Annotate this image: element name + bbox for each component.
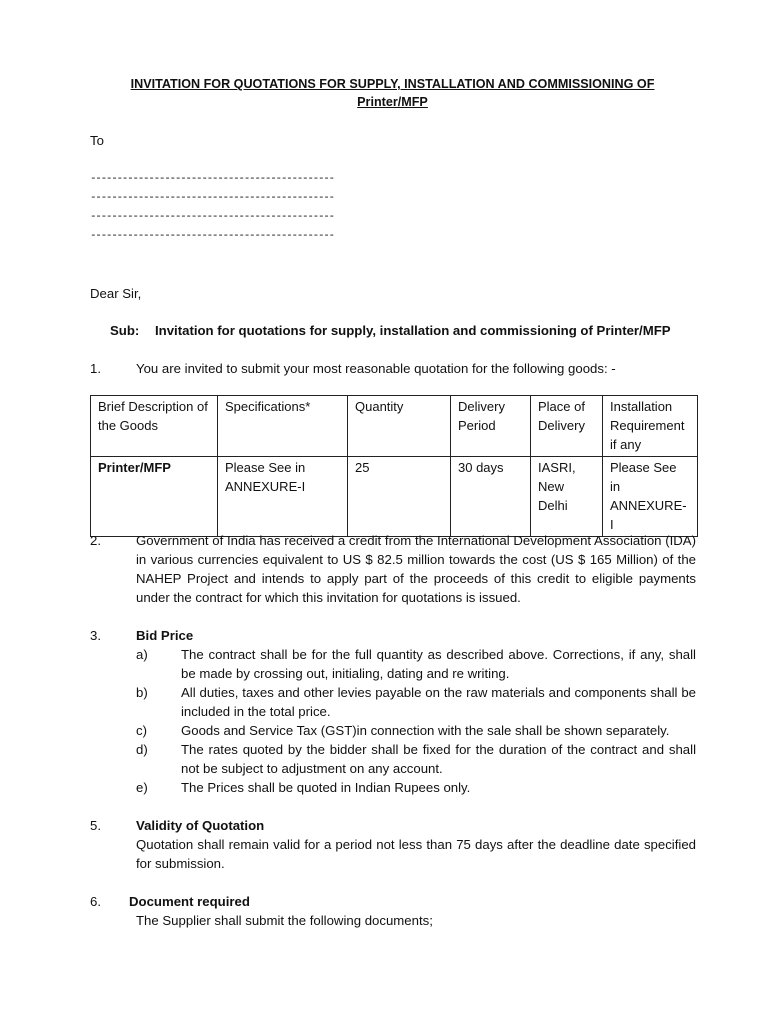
goods-table [90,395,698,537]
item-2-number: 2. [90,533,101,548]
subject-text: Invitation for quotations for supply, installation and commissioning of Printer/MFP [155,323,671,338]
item-2-text: Government of India has received a credit from the International Development Association (IDA) in various currencies equivalent to US $ 82.5 million towards the cost (US $ 165 Million) of the NAHEP Project and intends to apply part of the proceeds of this credit to eligible payments under the contract for which this invitation for quotations is issued. [136,533,696,605]
to-label: To [90,133,104,148]
table-cell: IASRI, New Delhi [531,457,603,537]
subitem-label: b) [136,685,148,700]
subitem-label: e) [136,780,148,795]
item-1-text: You are invited to submit your most reasonable quotation for the following goods: - [136,361,616,376]
address-line: ---------------------------------------------- [90,211,334,223]
subitem-text: Goods and Service Tax (GST)in connection with the sale shall be shown separately. [181,723,670,738]
table-header-row [91,396,698,457]
subitem-label: a) [136,647,148,662]
address-line: ---------------------------------------------- [90,192,334,204]
subitem-text: The Prices shall be quoted in Indian Rupees only. [181,780,471,795]
salutation: Dear Sir, [90,286,142,301]
header-cell: Place of Delivery [531,396,603,457]
subitem-label: c) [136,723,147,738]
subitem-label: d) [136,742,148,757]
item-5-number: 5. [90,818,101,833]
item-6-heading: Document required [129,894,250,909]
item-5-text: Quotation shall remain valid for a period not less than 75 days after the deadline date specified for submission. [136,837,696,871]
header-cell: Specifications* [218,396,348,457]
item-1-number: 1. [90,361,101,376]
address-line: ---------------------------------------------- [90,173,334,185]
header-cell: Delivery Period [451,396,531,457]
table-cell: 30 days [451,457,531,537]
title-line-2: Printer/MFP [357,95,428,109]
item-6-text: The Supplier shall submit the following documents; [136,913,433,928]
subitem-text: The rates quoted by the bidder shall be fixed for the duration of the contract and shall not be subject to adjustment on any account. [181,742,696,776]
address-line: ---------------------------------------------- [90,230,334,242]
subject-label: Sub: [110,323,140,338]
address-block [90,170,334,246]
title-line-1: INVITATION FOR QUOTATIONS FOR SUPPLY, INSTALLATION AND COMMISSIONING OF [130,77,655,91]
table-row [91,457,698,537]
subitem-text: The contract shall be for the full quantity as described above. Corrections, if any, shall be made by crossing out, initialing, dating and re writing. [181,647,696,681]
item-3-number: 3. [90,628,101,643]
table-cell: Printer/MFP [91,457,218,537]
header-cell: Brief Description of the Goods [91,396,218,457]
table-cell: Please See in ANNEXURE-I [603,457,698,537]
header-cell: Installation Requirement if any [603,396,698,457]
table-cell: 25 [348,457,451,537]
header-cell: Quantity [348,396,451,457]
table-cell: Please See in ANNEXURE-I [218,457,348,537]
item-3-heading: Bid Price [136,628,194,643]
document-title [90,75,695,111]
subitem-text: All duties, taxes and other levies payable on the raw materials and components shall be included in the total price. [181,685,696,719]
item-6-number: 6. [90,894,101,909]
item-5-heading: Validity of Quotation [136,818,265,833]
